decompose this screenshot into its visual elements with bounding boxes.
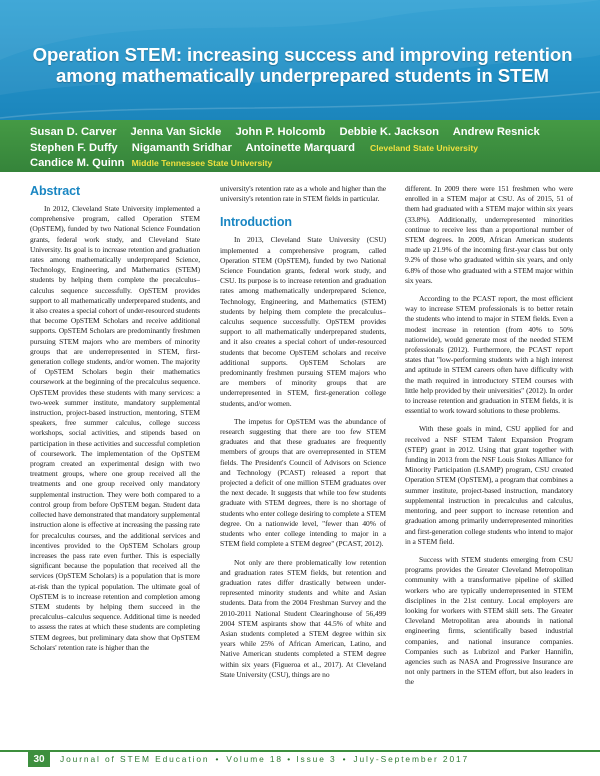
author-name: Debbie K. Jackson bbox=[339, 126, 439, 138]
author-name: Susan D. Carver bbox=[30, 126, 117, 138]
paragraph-gap bbox=[220, 409, 386, 417]
authors-line-1 bbox=[30, 125, 590, 141]
column-2 bbox=[220, 184, 386, 746]
article-title: Operation STEM: increasing success and improving retention among mathematically underprepared students in STEM bbox=[32, 44, 573, 86]
intro-paragraph-3: Not only are there problematically low retention and graduation rates STEM fields, but retention and graduation rates differ drastically between under-represented minority students and white and Asian students. Data from the 2004 Freshman Survey and the 2010-2011 National Student Clearinghouse of 56,499 2004 STEM aspirants show that 44.5% of white and Asian students completed a STEM degree within six years while 25% of African American, Latino, and Native American students completed a STEM degree within six years (Figueroa et al., 2017). At Cleveland State University (CSU), things are no bbox=[220, 557, 386, 679]
authors-line-3 bbox=[30, 156, 590, 172]
author-name: Antoinette Marquard bbox=[245, 141, 355, 154]
author-name: Candice M. Quinn bbox=[30, 157, 125, 169]
abstract-paragraph: In 2012, Cleveland State University implemented a comprehensive program, called Operation STEM (OpSTEM), funded by two National Science Foundation grants, federal work study, and Cleveland State University. Its goal is to increase retention and graduation rates among mathematically underprepared Science, Technology, Engineering, and Mathematics (STEM) students by helping them complete the precalculus–calculus sequence successfully. OpSTEM provides support to all mathematically underprepared students, and it also creates a special cohort of under-resourced students that become OpSTEM Scholars and receive additional supports. OpSTEM Scholars are predominantly freshmen pursuing STEM majors who are members of minority groups that are underrepresented in STEM, first-generation college students, and/or women. The majority of OpSTEM Scholars begin their mathematics coursework at the beginning of the precalculus sequence. OpSTEM provides these students with many services: a two-week summer institute, mandatory supplemental instruction, project-based instruction, mentoring, STEM speakers, free summer calculus, college success workshops, social activities, and stipends based on participation in these activities and successful completion of coursework. The implementation of the OpSTEM program created an experimental design with two treatment groups, where one group received all the treatments and one group received only mandatory supplemental instruction. They were both compared to a control group from before OpSTEM began. Student data collected have demonstrated that mandatory supplemental instruction alone is effective at increasing the passing rate for precalculus courses, and the additional services and incentives provided to the OpSTEM Scholars group increases the pass rate even further. This is especially significant because the population that received all the services (OpSTEM Scholars) is a population that is more at-risk than the typical population. The ultimate goal of OpSTEM is to increase retention and completion among STEM students by helping them succeed in the precalculus–calculus sequence. Additional time is needed to assess the rates at which these students are completing STEM degrees, but preliminary data show that OpSTEM Scholars' retention rate is higher than the bbox=[30, 204, 200, 652]
column-3 bbox=[405, 184, 573, 746]
affiliation-cleveland: Cleveland State University bbox=[370, 142, 478, 153]
paragraph-gap bbox=[405, 416, 573, 424]
author-name: Stephen F. Duffy bbox=[30, 141, 118, 154]
author-name: Jenna Van Sickle bbox=[130, 126, 222, 138]
author-name: John P. Holcomb bbox=[235, 126, 326, 138]
body-paragraph-2: According to the PCAST report, the most efficient way to increase STEM professionals is to better retain the students who intend to major in STEM fields. Even a modest increase in retention (from 40% to 50% nationwide), would generate most of the needed STEM professionals (2012). Furthermore, the PCAST report states that "low-performing students with a high interest and aptitude in STEM careers often have difficulty with the math required in introductory STEM courses with little help provided by their universities" (2012). In order to increase retention and graduation in STEM fields, it is essential to work toward solutions to these problems. bbox=[405, 294, 573, 416]
abstract-heading: Abstract bbox=[30, 184, 81, 198]
body-paragraph-1: different. In 2009 there were 151 freshmen who were enrolled in a STEM major at CSU. As of 2015, 51 of them had graduated with a STEM major within six years (33.8%). Additionally, underrepresented minorities continue to receive less than a proportional number of STEM degrees. In 2009, African American students made up 21.9% of the incoming first-year class but only 9.2% of those who graduated within six years, and only 6.8% of those who graduated with a STEM major within six years. bbox=[405, 184, 573, 285]
page-number: 30 bbox=[28, 752, 50, 767]
paragraph-gap bbox=[405, 547, 573, 555]
title-banner bbox=[0, 0, 600, 120]
introduction-heading: Introduction bbox=[220, 215, 292, 230]
authors-bar bbox=[0, 120, 600, 172]
author-name: Nigamanth Sridhar bbox=[131, 141, 232, 154]
paragraph-gap bbox=[220, 550, 386, 558]
journal-name: Journal of STEM Education bbox=[60, 754, 210, 764]
affiliation-mtsu: Middle Tennessee State University bbox=[131, 158, 273, 168]
footer-rule bbox=[0, 750, 600, 752]
intro-paragraph-2: The impetus for OpSTEM was the abundance of research suggesting that there are too few STEM graduates and that these graduates are frequently members of groups that are overrepresented in STEM fields. The President's Council of Advisors on Science and Technology (PCAST) released a report that projected a deficit of one million STEM graduates over the next decade. It suggests that while too few students graduate with STEM degrees, there is no shortage of students who enter college desiring to complete a STEM degree. On a nationwide level, "fewer than 40% of students who enter college intending to major in a STEM field complete a STEM degree" (PCAST, 2012). bbox=[220, 416, 386, 549]
column-1 bbox=[30, 184, 200, 746]
body-paragraph-3: With these goals in mind, CSU applied for and received a NSF STEM Talent Expansion Program (STEP) grant in 2012. Using that grant together with funding in 2013 from the NSF Louis Stokes Alliance for Minority Participation (LSAMP) program, CSU created Operation STEM (OpSTEM), a program that combines a summer institute, project-based instruction, mandatory supplemental instruction in precalculus and calculus, mentoring, and peer support to increase retention and graduation among primarily underrepresented minorities and first-generation college students who intend to major in a STEM field. bbox=[405, 424, 573, 546]
authors-line-2 bbox=[30, 141, 590, 157]
intro-paragraph-1: In 2013, Cleveland State University (CSU) implemented a comprehensive program, called Operation STEM (OpSTEM), funded by two National Science Foundation grants, federal work study, and CSU. Its purpose is to increase retention and graduation rates among mathematically underprepared Science, Technology, Engineering, and Mathematics (STEM) students by helping them complete the precalculus–calculus sequence successfully. OpSTEM provides support to all mathematically underprepared students, and it also creates a special cohort of under-resourced students that become OpSTEM scholars and receive additional supports. OpSTEM Scholars are predominantly freshmen pursuing STEM majors who are members of minority groups that are underrepresented in STEM, first-generation college students, and/or women. bbox=[220, 235, 386, 408]
body-paragraph-4: Success with STEM students emerging from CSU programs provides the Greater Cleveland Metropolitan community with a transformative pipeline of skilled workers who are typically underrepresented in STEM disciplines in the 21st century. Local employers are looking for workers with STEM skill sets. The Greater Cleveland Metropolitan area abounds in national engineering firms, scientifically based industrial companies, and national insurance companies. Companies such as Lubrizol and Parker Hannifin, agencies such as NASA and Progressive Insurance are not only partners in the STEM effort, but also leaders in the bbox=[405, 554, 573, 687]
footer-separator: • bbox=[342, 754, 348, 764]
paragraph-gap bbox=[405, 286, 573, 294]
footer-separator: • bbox=[215, 754, 221, 764]
abstract-continued: university's retention rate as a whole and higher than the university's retention rate in STEM fields in particular. bbox=[220, 184, 386, 204]
author-name: Andrew Resnick bbox=[452, 126, 540, 138]
running-footer bbox=[60, 754, 580, 764]
journal-date: July-September 2017 bbox=[353, 754, 470, 764]
journal-volume: Volume 18 • Issue 3 bbox=[226, 754, 337, 764]
